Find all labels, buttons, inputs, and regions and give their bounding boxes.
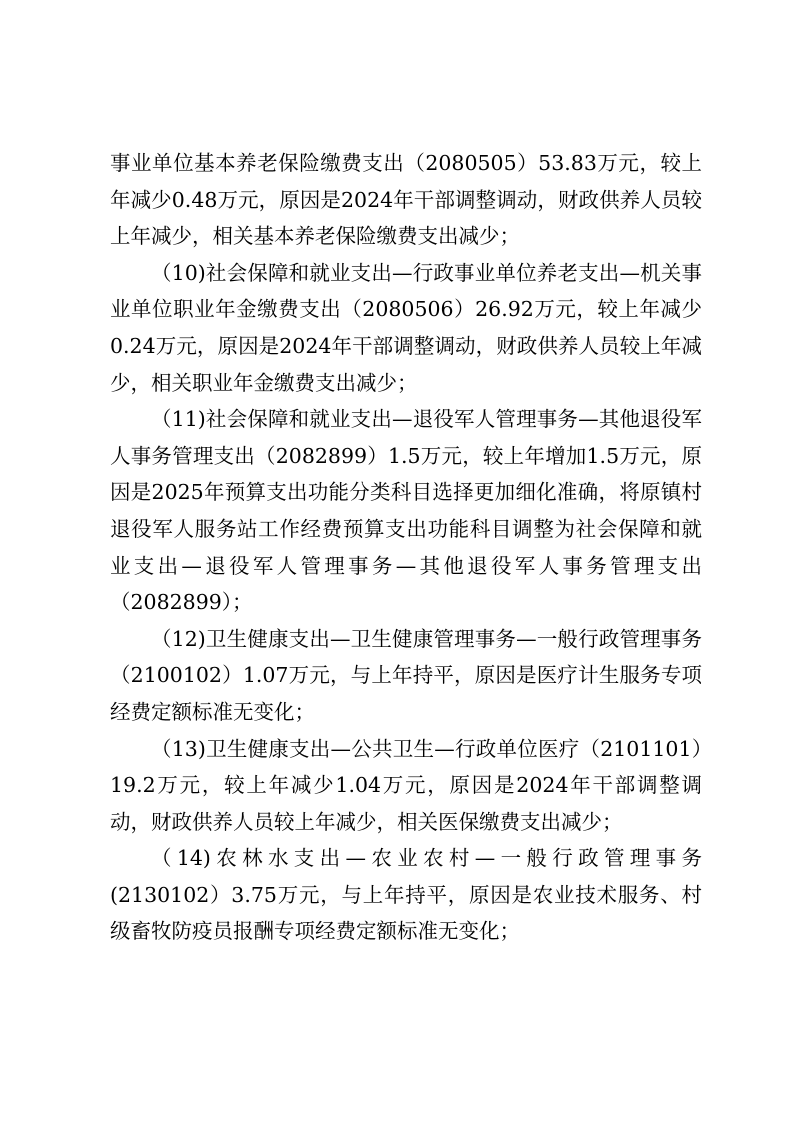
paragraph-item-12: （12)卫生健康支出—卫生健康管理事务—一般行政管理事务（2100102）1.07万元，与上年持平，原因是医疗计生服务专项经费定额标准无变化； xyxy=(110,626,702,724)
paragraph-item-10: （10)社会保障和就业支出—行政事业单位养老支出—机关事业单位职业年金缴费支出（2080506）26.92万元，较上年减少0.24万元，原因是2024年干部调整调动，财政供养人员较上年减少，相关职业年金缴费支出减少； xyxy=(110,260,702,395)
paragraph-item-13: （13)卫生健康支出—公共卫生—行政单位医疗（2101101）19.2万元，较上年减少1.04万元，原因是2024年干部调整调动，财政供养人员较上年减少，相关医保缴费支出减少； xyxy=(110,736,702,834)
paragraph-item-11: （11)社会保障和就业支出—退役军人管理事务—其他退役军人事务管理支出（2082899）1.5万元，较上年增加1.5万元，原因是2025年预算支出功能分类科目选择更加细化准确，将原镇村退役军人服务站工作经费预算支出功能科目调整为社会保障和就业支出—退役军人管理事务—其他退役军人事务管理支出（2082899）； xyxy=(110,407,702,615)
paragraph-continuation: 事业单位基本养老保险缴费支出（2080505）53.83万元，较上年减少0.48万元，原因是2024年干部调整调动，财政供养人员较上年减少，相关基本养老保险缴费支出减少； xyxy=(110,151,702,249)
paragraph-item-14: （14)农林水支出—农业农村—一般行政管理事务(2130102）3.75万元，与上年持平，原因是农业技术服务、村级畜牧防疫员报酬专项经费定额标准无变化； xyxy=(110,846,702,944)
document-body xyxy=(110,145,702,950)
